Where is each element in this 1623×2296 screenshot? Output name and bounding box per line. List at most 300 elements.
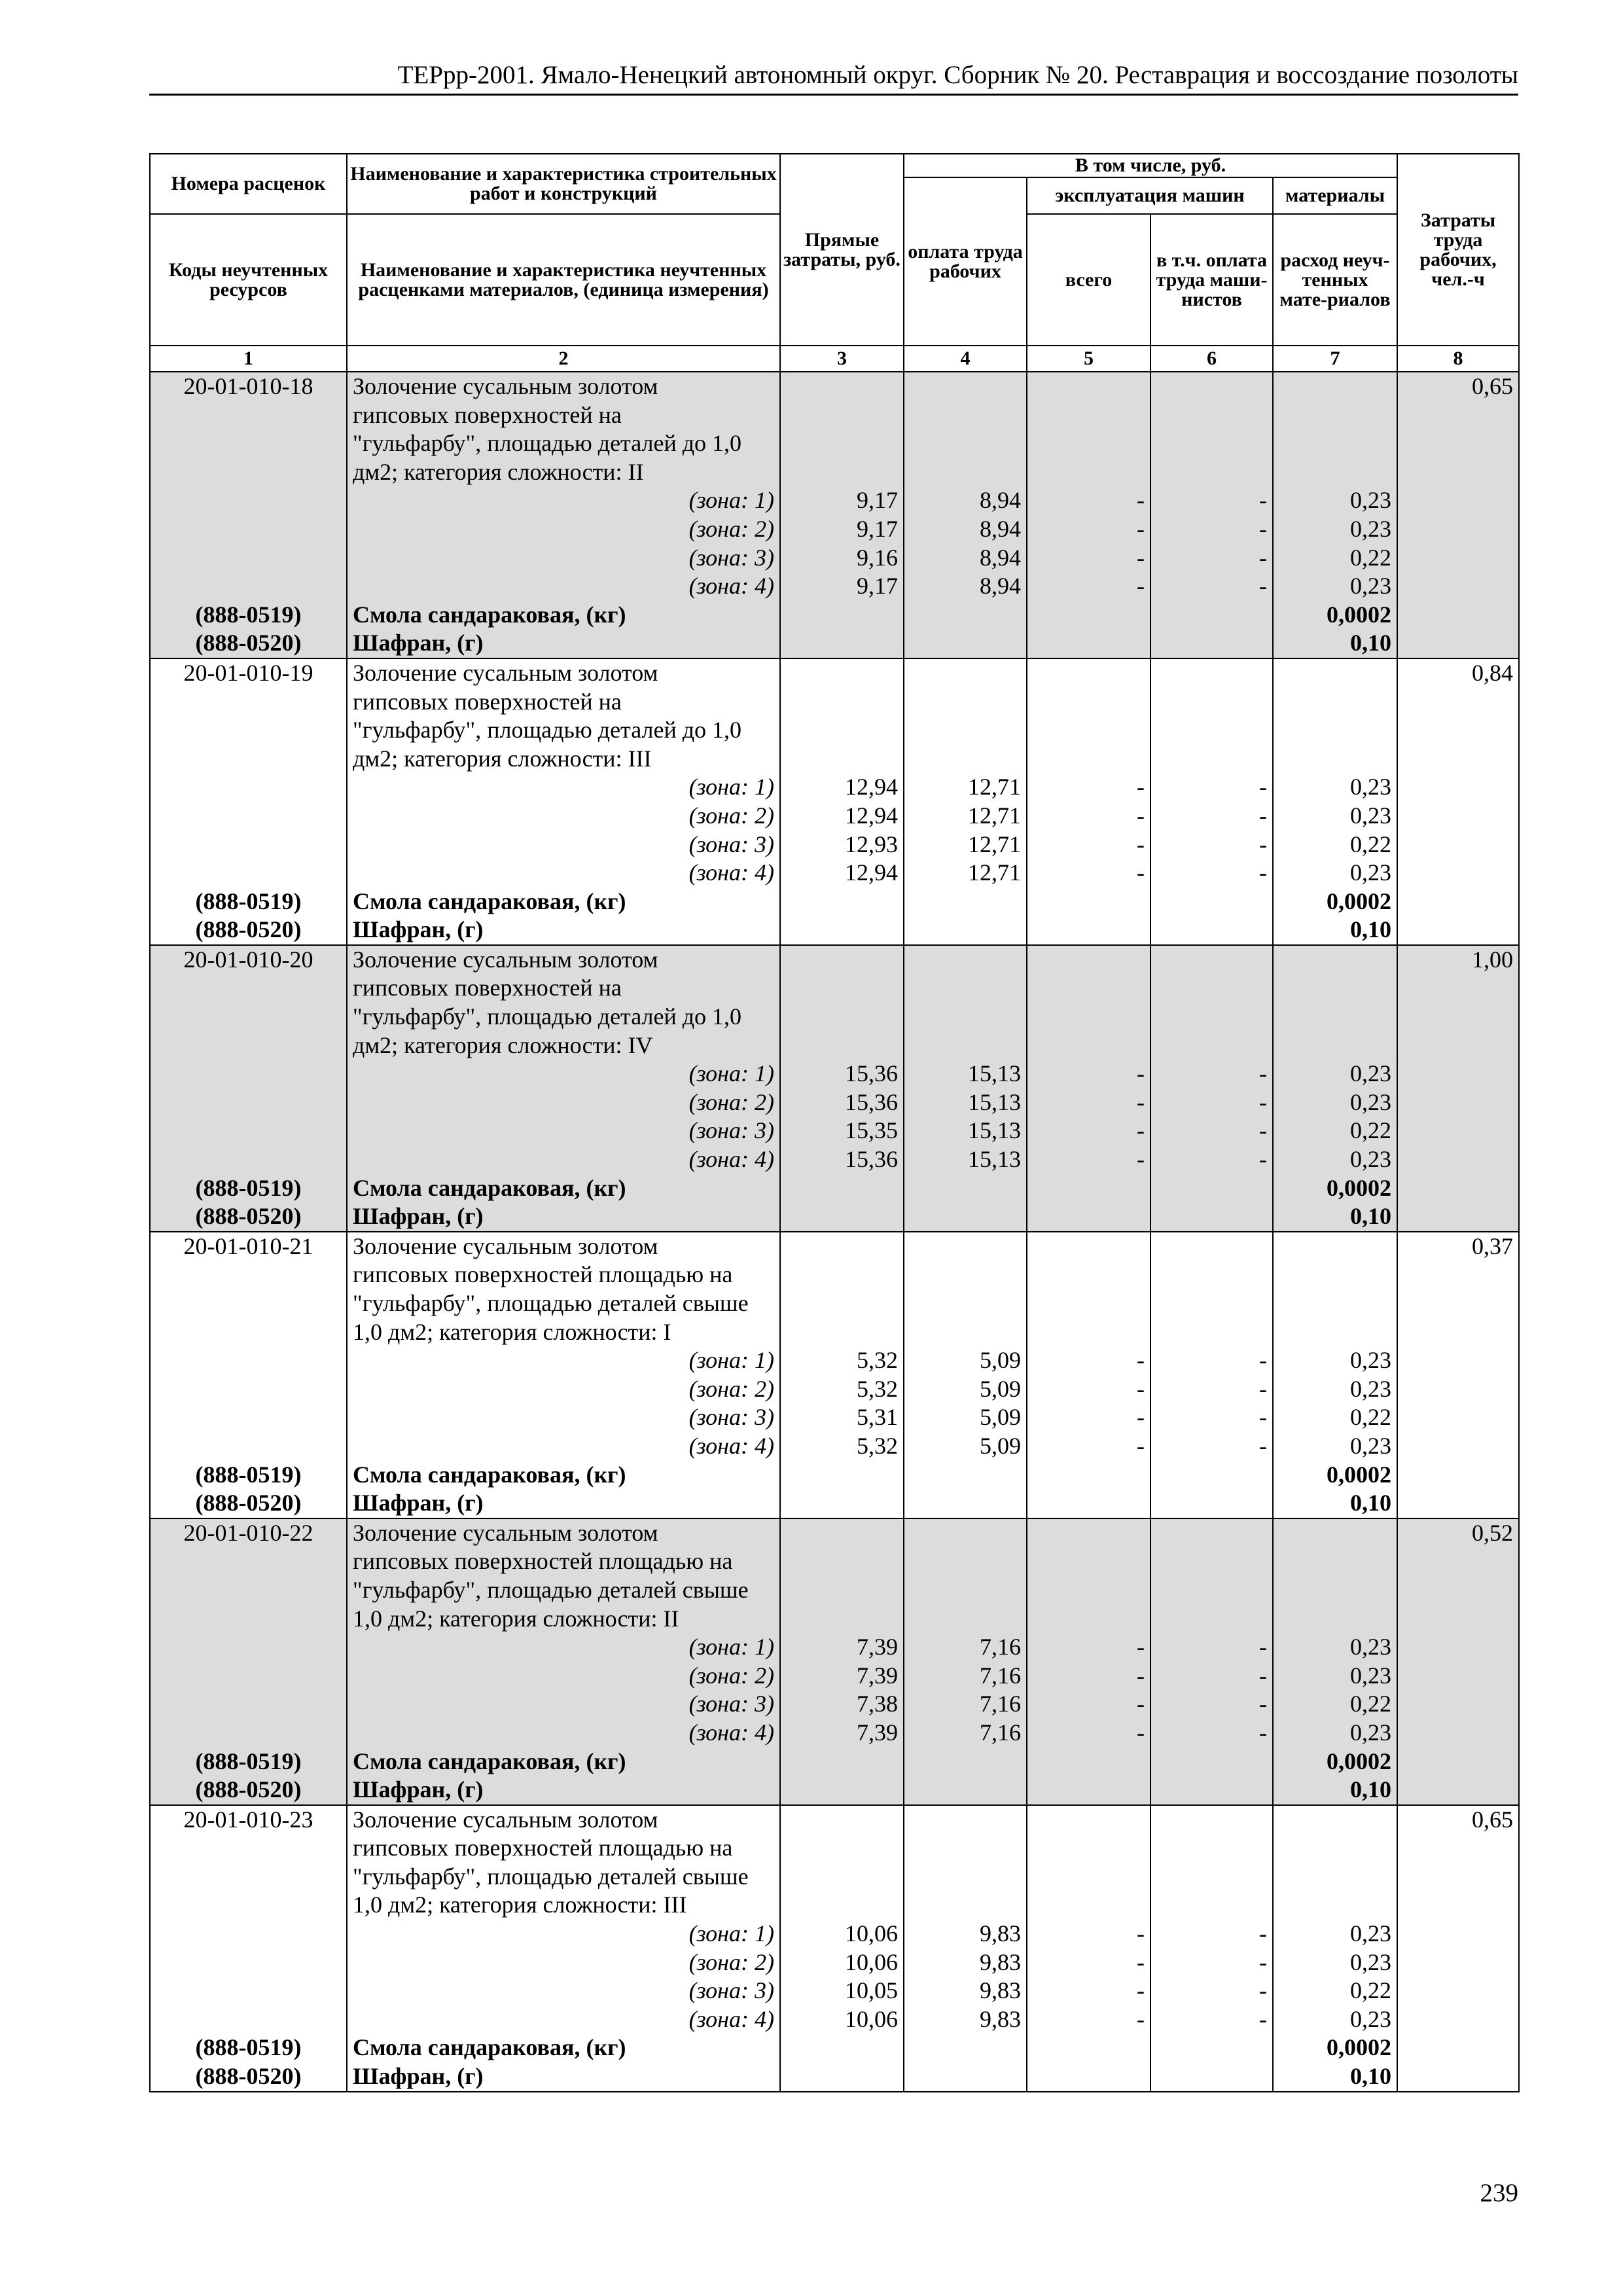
machine-cost: - xyxy=(1027,1920,1150,1948)
rate-row xyxy=(150,1834,1519,1863)
direct-cost xyxy=(780,658,904,688)
rate-code xyxy=(150,458,347,487)
direct-cost: 7,39 xyxy=(780,1662,904,1691)
worker-pay: 7,16 xyxy=(904,1633,1027,1662)
machinist-pay xyxy=(1150,1202,1273,1232)
zone-row xyxy=(150,572,1519,601)
worker-pay: 15,13 xyxy=(904,1088,1027,1117)
machine-cost xyxy=(1027,1776,1150,1805)
labor-cost xyxy=(1397,458,1519,487)
material-quantity: 0,0002 xyxy=(1273,2034,1397,2062)
material-row xyxy=(150,629,1519,658)
rate-row xyxy=(150,1289,1519,1318)
worker-pay: 5,09 xyxy=(904,1375,1027,1404)
material-name: Смола сандараковая, (кг) xyxy=(347,888,780,916)
work-description: 1,0 дм2; категория сложности: I xyxy=(347,1318,780,1347)
rate-code xyxy=(150,1948,347,1977)
machine-cost xyxy=(1027,1261,1150,1289)
materials-cost xyxy=(1273,458,1397,487)
machinist-pay xyxy=(1150,2034,1273,2062)
resource-code: (888-0520) xyxy=(150,1202,347,1232)
machinist-pay: - xyxy=(1150,572,1273,601)
labor-cost xyxy=(1397,1403,1519,1432)
material-row xyxy=(150,1202,1519,1232)
zone-label: (зона: 2) xyxy=(347,1662,780,1691)
machine-cost xyxy=(1027,1003,1150,1031)
direct-cost: 9,17 xyxy=(780,572,904,601)
worker-pay xyxy=(904,1605,1027,1634)
materials-cost: 0,23 xyxy=(1273,773,1397,802)
rate-code xyxy=(150,1375,347,1404)
materials-cost: 0,23 xyxy=(1273,802,1397,831)
labor-cost: 1,00 xyxy=(1397,945,1519,975)
worker-pay xyxy=(904,745,1027,774)
zone-row xyxy=(150,486,1519,515)
machine-cost xyxy=(1027,888,1150,916)
direct-cost xyxy=(780,401,904,430)
column-number-row xyxy=(150,346,1519,372)
machinist-pay xyxy=(1150,2062,1273,2092)
rate-code: 20-01-010-21 xyxy=(150,1232,347,1261)
worker-pay: 15,13 xyxy=(904,1060,1027,1088)
material-row xyxy=(150,1776,1519,1805)
machine-cost xyxy=(1027,1834,1150,1863)
material-quantity: 0,0002 xyxy=(1273,888,1397,916)
labor-cost xyxy=(1397,401,1519,430)
col-including: В том числе, руб. xyxy=(904,154,1397,177)
machine-cost xyxy=(1027,1748,1150,1776)
materials-cost xyxy=(1273,1318,1397,1347)
materials-cost: 0,23 xyxy=(1273,1633,1397,1662)
labor-cost xyxy=(1397,1174,1519,1203)
zone-label: (зона: 1) xyxy=(347,1633,780,1662)
direct-cost: 9,17 xyxy=(780,515,904,544)
rate-code xyxy=(150,1891,347,1920)
worker-pay xyxy=(904,1174,1027,1203)
labor-cost xyxy=(1397,802,1519,831)
zone-label: (зона: 1) xyxy=(347,773,780,802)
material-quantity: 0,10 xyxy=(1273,1202,1397,1232)
rate-row xyxy=(150,1576,1519,1605)
rate-row xyxy=(150,1547,1519,1576)
machinist-pay: - xyxy=(1150,1145,1273,1174)
direct-cost xyxy=(780,888,904,916)
direct-cost: 12,94 xyxy=(780,773,904,802)
machinist-pay xyxy=(1150,1547,1273,1576)
worker-pay: 12,71 xyxy=(904,859,1027,888)
machine-cost xyxy=(1027,1031,1150,1060)
col-unaccounted-materials: расход неуч-тенных мате-риалов xyxy=(1273,214,1397,346)
rate-code xyxy=(150,1346,347,1375)
labor-cost xyxy=(1397,1375,1519,1404)
work-description: "гульфарбу", площадью деталей свыше xyxy=(347,1863,780,1892)
machine-cost xyxy=(1027,1489,1150,1518)
rate-code: 20-01-010-22 xyxy=(150,1518,347,1548)
materials-cost: 0,22 xyxy=(1273,1117,1397,1145)
zone-label: (зона: 4) xyxy=(347,572,780,601)
machinist-pay: - xyxy=(1150,1920,1273,1948)
materials-cost: 0,23 xyxy=(1273,1145,1397,1174)
labor-cost xyxy=(1397,1117,1519,1145)
material-quantity: 0,0002 xyxy=(1273,1461,1397,1490)
col-machinist-pay: в т.ч. оплата труда маши-нистов xyxy=(1150,214,1273,346)
direct-cost: 10,06 xyxy=(780,2005,904,2034)
work-description: гипсовых поверхностей на xyxy=(347,688,780,717)
col-material-name: Наименование и характеристика неучтенных расценками материалов, (единица измерения) xyxy=(347,214,780,346)
rate-row xyxy=(150,745,1519,774)
labor-cost xyxy=(1397,1891,1519,1920)
zone-label: (зона: 3) xyxy=(347,831,780,859)
zone-row xyxy=(150,1977,1519,2005)
material-quantity: 0,10 xyxy=(1273,2062,1397,2092)
rate-code xyxy=(150,1031,347,1060)
direct-cost: 7,38 xyxy=(780,1690,904,1719)
material-row xyxy=(150,1489,1519,1518)
worker-pay xyxy=(904,1547,1027,1576)
materials-cost xyxy=(1273,658,1397,688)
machine-cost: - xyxy=(1027,544,1150,573)
direct-cost xyxy=(780,1232,904,1261)
labor-cost xyxy=(1397,572,1519,601)
materials-cost xyxy=(1273,1003,1397,1031)
rate-group xyxy=(150,372,1519,658)
worker-pay: 7,16 xyxy=(904,1690,1027,1719)
labor-cost xyxy=(1397,859,1519,888)
materials-cost xyxy=(1273,1232,1397,1261)
labor-cost xyxy=(1397,1662,1519,1691)
machinist-pay xyxy=(1150,1863,1273,1892)
zone-row xyxy=(150,831,1519,859)
rate-group xyxy=(150,1518,1519,1805)
worker-pay xyxy=(904,1576,1027,1605)
worker-pay: 15,13 xyxy=(904,1117,1027,1145)
materials-cost xyxy=(1273,1031,1397,1060)
rate-code xyxy=(150,1318,347,1347)
work-description: гипсовых поверхностей на xyxy=(347,974,780,1003)
zone-label: (зона: 2) xyxy=(347,1088,780,1117)
worker-pay xyxy=(904,1289,1027,1318)
rate-code xyxy=(150,1547,347,1576)
zone-row xyxy=(150,1633,1519,1662)
resource-code: (888-0519) xyxy=(150,1461,347,1490)
zone-row xyxy=(150,1719,1519,1748)
materials-cost xyxy=(1273,1863,1397,1892)
rate-code: 20-01-010-23 xyxy=(150,1805,347,1835)
rate-code: 20-01-010-19 xyxy=(150,658,347,688)
direct-cost xyxy=(780,945,904,975)
labor-cost xyxy=(1397,1060,1519,1088)
material-name: Смола сандараковая, (кг) xyxy=(347,1748,780,1776)
worker-pay xyxy=(904,888,1027,916)
materials-cost: 0,23 xyxy=(1273,1088,1397,1117)
worker-pay: 7,16 xyxy=(904,1719,1027,1748)
zone-label: (зона: 1) xyxy=(347,486,780,515)
direct-cost xyxy=(780,1863,904,1892)
machinist-pay xyxy=(1150,1489,1273,1518)
materials-cost xyxy=(1273,974,1397,1003)
zone-label: (зона: 4) xyxy=(347,1719,780,1748)
machine-cost xyxy=(1027,2062,1150,2092)
labor-cost xyxy=(1397,1576,1519,1605)
zone-row xyxy=(150,1145,1519,1174)
machinist-pay xyxy=(1150,888,1273,916)
machine-cost xyxy=(1027,1605,1150,1634)
materials-cost xyxy=(1273,372,1397,401)
machinist-pay xyxy=(1150,716,1273,745)
materials-cost xyxy=(1273,429,1397,458)
machinist-pay xyxy=(1150,1576,1273,1605)
rate-code xyxy=(150,745,347,774)
direct-cost: 5,32 xyxy=(780,1346,904,1375)
material-quantity: 0,10 xyxy=(1273,1776,1397,1805)
material-name: Шафран, (г) xyxy=(347,916,780,945)
labor-cost xyxy=(1397,1261,1519,1289)
labor-cost xyxy=(1397,1776,1519,1805)
machinist-pay xyxy=(1150,1261,1273,1289)
machine-cost: - xyxy=(1027,1690,1150,1719)
rate-row xyxy=(150,1605,1519,1634)
machinist-pay xyxy=(1150,372,1273,401)
worker-pay xyxy=(904,1202,1027,1232)
zone-row xyxy=(150,1375,1519,1404)
machine-cost: - xyxy=(1027,1403,1150,1432)
zone-label: (зона: 1) xyxy=(347,1920,780,1948)
materials-cost: 0,23 xyxy=(1273,486,1397,515)
machine-cost: - xyxy=(1027,2005,1150,2034)
rate-row xyxy=(150,458,1519,487)
resource-code: (888-0520) xyxy=(150,1776,347,1805)
rate-row xyxy=(150,429,1519,458)
rate-code xyxy=(150,572,347,601)
rate-group xyxy=(150,945,1519,1232)
material-row xyxy=(150,1174,1519,1203)
machinist-pay xyxy=(1150,429,1273,458)
machine-cost: - xyxy=(1027,1633,1150,1662)
work-description: "гульфарбу", площадью деталей до 1,0 xyxy=(347,716,780,745)
machine-cost xyxy=(1027,429,1150,458)
direct-cost xyxy=(780,429,904,458)
machine-cost: - xyxy=(1027,1719,1150,1748)
labor-cost xyxy=(1397,1145,1519,1174)
machine-cost xyxy=(1027,2034,1150,2062)
materials-cost: 0,23 xyxy=(1273,1948,1397,1977)
direct-cost xyxy=(780,1547,904,1576)
col-materials: материалы xyxy=(1273,177,1397,214)
machinist-pay: - xyxy=(1150,831,1273,859)
rate-code xyxy=(150,1719,347,1748)
worker-pay xyxy=(904,1863,1027,1892)
machinist-pay: - xyxy=(1150,1719,1273,1748)
rate-code xyxy=(150,1403,347,1432)
labor-cost xyxy=(1397,486,1519,515)
machinist-pay xyxy=(1150,916,1273,945)
materials-cost xyxy=(1273,1834,1397,1863)
materials-cost: 0,23 xyxy=(1273,1662,1397,1691)
machinist-pay xyxy=(1150,658,1273,688)
rate-code xyxy=(150,1117,347,1145)
labor-cost xyxy=(1397,831,1519,859)
materials-cost: 0,23 xyxy=(1273,1432,1397,1461)
materials-cost xyxy=(1273,401,1397,430)
labor-cost xyxy=(1397,1547,1519,1576)
zone-label: (зона: 2) xyxy=(347,1375,780,1404)
col-number: 3 xyxy=(780,346,904,372)
machine-cost xyxy=(1027,372,1150,401)
direct-cost xyxy=(780,1489,904,1518)
machinist-pay xyxy=(1150,1289,1273,1318)
work-description: гипсовых поверхностей на xyxy=(347,401,780,430)
worker-pay xyxy=(904,1776,1027,1805)
col-labor: Затраты труда рабочих, чел.-ч xyxy=(1397,154,1519,346)
labor-cost xyxy=(1397,716,1519,745)
machinist-pay xyxy=(1150,688,1273,717)
resource-code: (888-0519) xyxy=(150,601,347,630)
materials-cost: 0,22 xyxy=(1273,1403,1397,1432)
zone-label: (зона: 4) xyxy=(347,2005,780,2034)
rate-code: 20-01-010-18 xyxy=(150,372,347,401)
materials-cost: 0,22 xyxy=(1273,1977,1397,2005)
work-description: "гульфарбу", площадью деталей до 1,0 xyxy=(347,1003,780,1031)
resource-code: (888-0519) xyxy=(150,888,347,916)
work-description: Золочение сусальным золотом xyxy=(347,945,780,975)
col-number: 4 xyxy=(904,346,1027,372)
materials-cost: 0,23 xyxy=(1273,1920,1397,1948)
machinist-pay xyxy=(1150,745,1273,774)
direct-cost: 15,36 xyxy=(780,1060,904,1088)
materials-cost xyxy=(1273,1547,1397,1576)
machine-cost xyxy=(1027,1289,1150,1318)
direct-cost xyxy=(780,1261,904,1289)
rate-code xyxy=(150,773,347,802)
zone-label: (зона: 2) xyxy=(347,802,780,831)
rate-row xyxy=(150,1003,1519,1031)
machinist-pay: - xyxy=(1150,2005,1273,2034)
direct-cost: 9,16 xyxy=(780,544,904,573)
machinist-pay xyxy=(1150,401,1273,430)
machinist-pay: - xyxy=(1150,802,1273,831)
labor-cost xyxy=(1397,1318,1519,1347)
zone-label: (зона: 1) xyxy=(347,1346,780,1375)
material-quantity: 0,0002 xyxy=(1273,1748,1397,1776)
machine-cost: - xyxy=(1027,859,1150,888)
worker-pay xyxy=(904,716,1027,745)
material-row xyxy=(150,2062,1519,2092)
labor-cost xyxy=(1397,1003,1519,1031)
zone-row xyxy=(150,1662,1519,1691)
machinist-pay: - xyxy=(1150,1633,1273,1662)
direct-cost xyxy=(780,688,904,717)
worker-pay xyxy=(904,1261,1027,1289)
machinist-pay xyxy=(1150,1805,1273,1835)
worker-pay xyxy=(904,1461,1027,1490)
worker-pay: 9,83 xyxy=(904,1948,1027,1977)
material-row xyxy=(150,2034,1519,2062)
worker-pay: 5,09 xyxy=(904,1346,1027,1375)
direct-cost xyxy=(780,2034,904,2062)
machinist-pay: - xyxy=(1150,773,1273,802)
labor-cost xyxy=(1397,1202,1519,1232)
material-quantity: 0,0002 xyxy=(1273,601,1397,630)
machinist-pay: - xyxy=(1150,1060,1273,1088)
machine-cost: - xyxy=(1027,1346,1150,1375)
worker-pay xyxy=(904,916,1027,945)
rate-code xyxy=(150,1145,347,1174)
direct-cost xyxy=(780,1605,904,1634)
labor-cost xyxy=(1397,1031,1519,1060)
machine-cost xyxy=(1027,1518,1150,1548)
rate-row xyxy=(150,372,1519,401)
direct-cost xyxy=(780,1576,904,1605)
worker-pay xyxy=(904,1748,1027,1776)
machinist-pay: - xyxy=(1150,1117,1273,1145)
rate-code xyxy=(150,802,347,831)
direct-cost xyxy=(780,601,904,630)
direct-cost: 5,32 xyxy=(780,1375,904,1404)
direct-cost: 10,06 xyxy=(780,1920,904,1948)
rate-code xyxy=(150,1834,347,1863)
labor-cost xyxy=(1397,1863,1519,1892)
materials-cost: 0,23 xyxy=(1273,1346,1397,1375)
materials-cost: 0,23 xyxy=(1273,859,1397,888)
col-number: 1 xyxy=(150,346,347,372)
zone-row xyxy=(150,773,1519,802)
machine-cost xyxy=(1027,1318,1150,1347)
zone-row xyxy=(150,1088,1519,1117)
materials-cost xyxy=(1273,716,1397,745)
direct-cost xyxy=(780,1174,904,1203)
material-quantity: 0,10 xyxy=(1273,1489,1397,1518)
material-row xyxy=(150,601,1519,630)
machinist-pay: - xyxy=(1150,1662,1273,1691)
direct-cost: 12,94 xyxy=(780,859,904,888)
rate-code xyxy=(150,1261,347,1289)
worker-pay xyxy=(904,372,1027,401)
direct-cost xyxy=(780,1891,904,1920)
machine-cost: - xyxy=(1027,802,1150,831)
rate-code xyxy=(150,716,347,745)
col-direct-costs: Прямые затраты, руб. xyxy=(780,154,904,346)
rate-code xyxy=(150,1690,347,1719)
rate-row xyxy=(150,1805,1519,1835)
direct-cost: 7,39 xyxy=(780,1719,904,1748)
machine-cost xyxy=(1027,1576,1150,1605)
rate-row xyxy=(150,401,1519,430)
col-worker-pay: оплата труда рабочих xyxy=(904,177,1027,346)
direct-cost xyxy=(780,1776,904,1805)
work-description: дм2; категория сложности: II xyxy=(347,458,780,487)
direct-cost xyxy=(780,1003,904,1031)
direct-cost xyxy=(780,745,904,774)
work-description: гипсовых поверхностей площадью на xyxy=(347,1834,780,1863)
worker-pay: 12,71 xyxy=(904,802,1027,831)
rate-code xyxy=(150,401,347,430)
labor-cost xyxy=(1397,1719,1519,1748)
rate-code xyxy=(150,831,347,859)
zone-row xyxy=(150,2005,1519,2034)
machinist-pay: - xyxy=(1150,515,1273,544)
direct-cost: 10,06 xyxy=(780,1948,904,1977)
rate-code xyxy=(150,859,347,888)
worker-pay xyxy=(904,2034,1027,2062)
rate-code xyxy=(150,1088,347,1117)
work-description: "гульфарбу", площадью деталей свыше xyxy=(347,1289,780,1318)
material-name: Смола сандараковая, (кг) xyxy=(347,1174,780,1203)
work-description: гипсовых поверхностей площадью на xyxy=(347,1261,780,1289)
page-number: 239 xyxy=(1480,2179,1518,2207)
direct-cost: 5,32 xyxy=(780,1432,904,1461)
labor-cost xyxy=(1397,1489,1519,1518)
machine-cost xyxy=(1027,1461,1150,1490)
